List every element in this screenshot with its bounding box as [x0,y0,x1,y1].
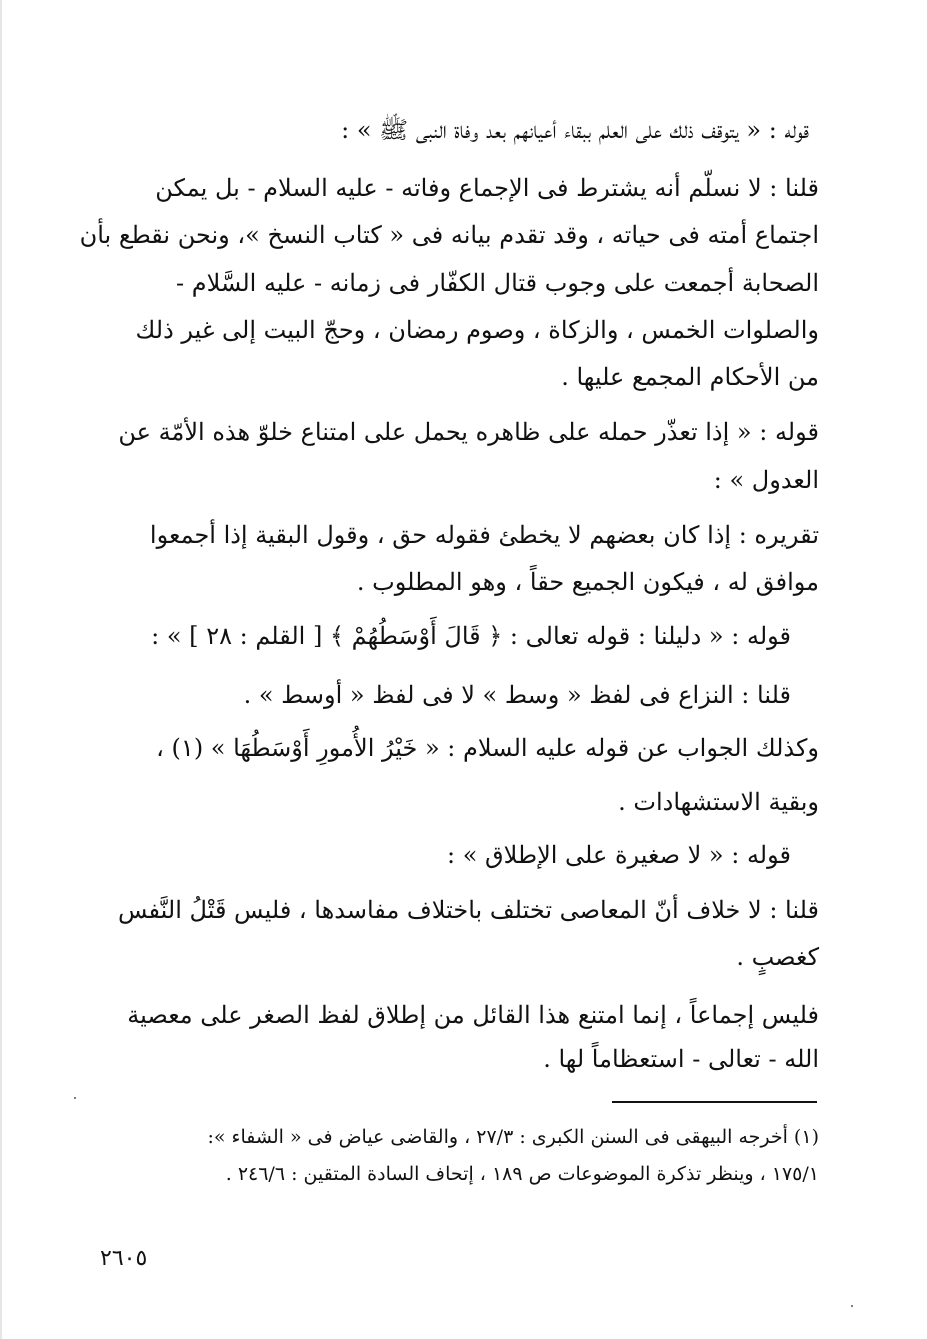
text-line: قلنا : لا نسلّم أنه يشترط فى الإجماع وفاته - عليه السلام - بل يمكن [155,174,819,202]
footnote-line: (١) أخرجه البيهقى فى السنن الكبرى : ٢٧/٣ ، والقاضى عياض فى « الشفاء »: [207,1126,819,1148]
page-number: ٢٦٠٥ [100,1246,148,1271]
scan-speck [851,1305,853,1307]
text-line: قوله : « يتوقف ذلك على العلم ببقاء أعيانهم بعد وفاة النبى ﷺ » : [341,116,809,144]
text-line: العدول » : [713,466,819,494]
text-line: اجتماع أمته فى حياته ، وقد تقدم بيانه فى « كتاب النسخ »، ونحن نقطع بأن [79,221,819,249]
page-edge-shadow [0,0,2,1339]
text-line: والصلوات الخمس ، والزكاة ، وصوم رمضان ، وحجّ البيت إلى غير ذلك [135,316,819,344]
text-line: من الأحكام المجمع عليها . [561,363,819,391]
text-line: كغصبٍ . [736,943,819,971]
scan-speck [74,1097,76,1099]
text-line: قلنا : النزاع فى لفظ « وسط » لا فى لفظ « أوسط » . [243,681,791,709]
text-line: قوله : « دليلنا : قوله تعالى : ﴿ قَالَ أَوْسَطُهُمْ ﴾ [ القلم : ٢٨ ] » : [151,622,791,650]
text-line: الصحابة أجمعت على وجوب قتال الكفّار فى زمانه - عليه السَّلام - [176,269,819,297]
text-line: فليس إجماعاً ، إنما امتنع هذا القائل من إطلاق لفظ الصغر على معصية [127,1001,819,1029]
text-line: وكذلك الجواب عن قوله عليه السلام : « خَيْرُ الأُمورِ أَوْسَطُهَا » (١) ، [156,734,819,762]
text-line: الله - تعالى - استعظاماً لها . [543,1045,819,1073]
text-line: موافق له ، فيكون الجميع حقاً ، وهو المطلوب . [356,568,819,596]
text-line: قوله : « لا صغيرة على الإطلاق » : [447,841,791,869]
text-line: وبقية الاستشهادات . [618,788,819,816]
text-line: تقريره : إذا كان بعضهم لا يخطئ فقوله حق ، وقول البقية إذا أجمعوا [149,521,819,549]
footnote-line: ١٧٥/١ ، وينظر تذكرة الموضوعات ص ١٨٩ ، إتحاف السادة المتقين : ٢٤٦/٦ . [225,1163,819,1185]
text-line: قوله : « إذا تعذّر حمله على ظاهره يحمل على امتناع خلوّ هذه الأمّة عن [118,418,819,446]
text-line: قلنا : لا خلاف أنّ المعاصى تختلف باختلاف مفاسدها ، فليس قَتْلُ النَّفس [117,896,819,924]
footnote-separator [612,1101,817,1103]
